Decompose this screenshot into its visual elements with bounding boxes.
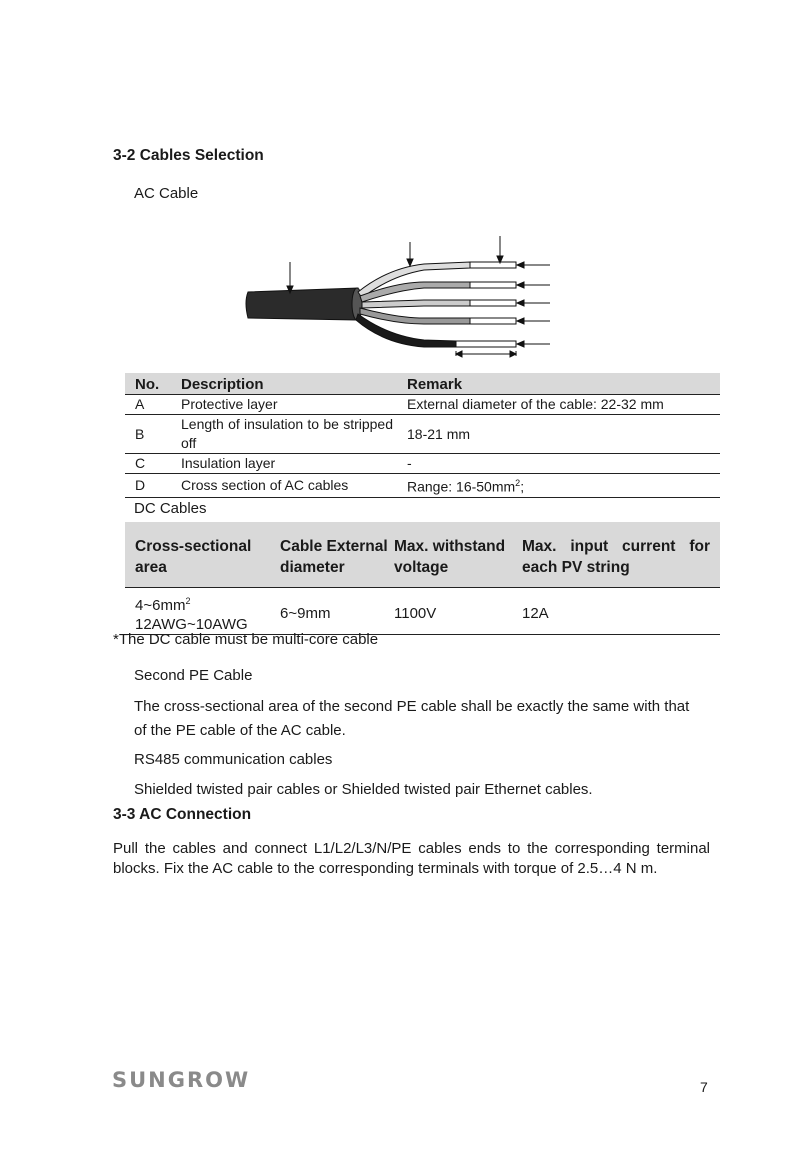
dc-cables-label: DC Cables	[134, 500, 207, 517]
header-no: No.	[125, 373, 181, 395]
header-voltage: Max. withstand voltage	[394, 522, 522, 588]
dc-cable-table	[125, 522, 720, 635]
second-pe-text: The cross-sectional area of the second PE cable shall be exactly the same with that of the PE cable of the AC cable.	[134, 698, 690, 739]
cell-voltage: 1100V	[394, 588, 522, 635]
wire-3	[362, 300, 470, 308]
table-row	[125, 415, 720, 454]
conductor-1	[470, 262, 516, 268]
cell-no: D	[125, 474, 181, 498]
ac-cable-diagram	[238, 230, 558, 360]
cell-remark: 18-21 mm	[407, 415, 720, 454]
table-header-row	[125, 373, 720, 395]
rs485-label: RS485 communication cables	[134, 751, 333, 768]
conductor-5	[456, 341, 516, 347]
rs485-text: Shielded twisted pair cables or Shielded twisted pair Ethernet cables.	[134, 781, 593, 798]
cell-remark: -	[407, 454, 720, 474]
page-number: 7	[700, 1079, 708, 1095]
second-pe-label: Second PE Cable	[134, 667, 253, 684]
cell-current: 12A	[522, 588, 720, 635]
cell-description: Insulation layer	[181, 454, 407, 474]
table-header-row	[125, 522, 720, 588]
table-row	[125, 395, 720, 415]
table-row	[125, 588, 720, 635]
cell-description: Protective layer	[181, 395, 407, 415]
table-row	[125, 474, 720, 498]
cable-sheath	[246, 288, 358, 320]
cell-description: Length of insulation to be stripped off	[181, 415, 407, 454]
cell-no: C	[125, 454, 181, 474]
ac-cable-table	[125, 373, 720, 498]
cell-diameter: 6~9mm	[280, 588, 394, 635]
cell-remark: Range: $16-50mm^2$;	[407, 474, 720, 498]
header-diameter: Cable External diameter	[280, 522, 394, 588]
header-current: Max. input current for each PV string	[522, 522, 720, 588]
cell-description: Cross section of AC cables	[181, 474, 407, 498]
sungrow-logo: SUNGROW	[112, 1068, 251, 1092]
conductor-4	[470, 318, 516, 324]
ac-connection-text: Pull the cables and connect L1/L2/L3/N/PE cables ends to the corresponding terminal blocks. Fix the AC cable to the corresponding terminals with torque of 2.5…4 N m.	[113, 840, 710, 877]
wire-4	[360, 308, 470, 324]
conductor-3	[470, 300, 516, 306]
cell-no: B	[125, 415, 181, 454]
conductor-2	[470, 282, 516, 288]
header-cross-section: Cross-sectional area	[125, 522, 280, 588]
ac-cable-label: AC Cable	[134, 185, 199, 202]
section-heading-3-3: 3-3 AC Connection	[113, 806, 252, 823]
table-row	[125, 454, 720, 474]
header-remark: Remark	[407, 373, 720, 395]
dc-note: *The DC cable must be multi-core cable	[113, 631, 379, 648]
header-description: Description	[181, 373, 407, 395]
cell-no: A	[125, 395, 181, 415]
section-heading-3-2: 3-2 Cables Selection	[113, 147, 264, 164]
cell-area: $4\sim 6mm^2$ 12AWG~10AWG	[125, 588, 280, 635]
cell-remark: External diameter of the cable: 22-32 mm	[407, 395, 720, 415]
